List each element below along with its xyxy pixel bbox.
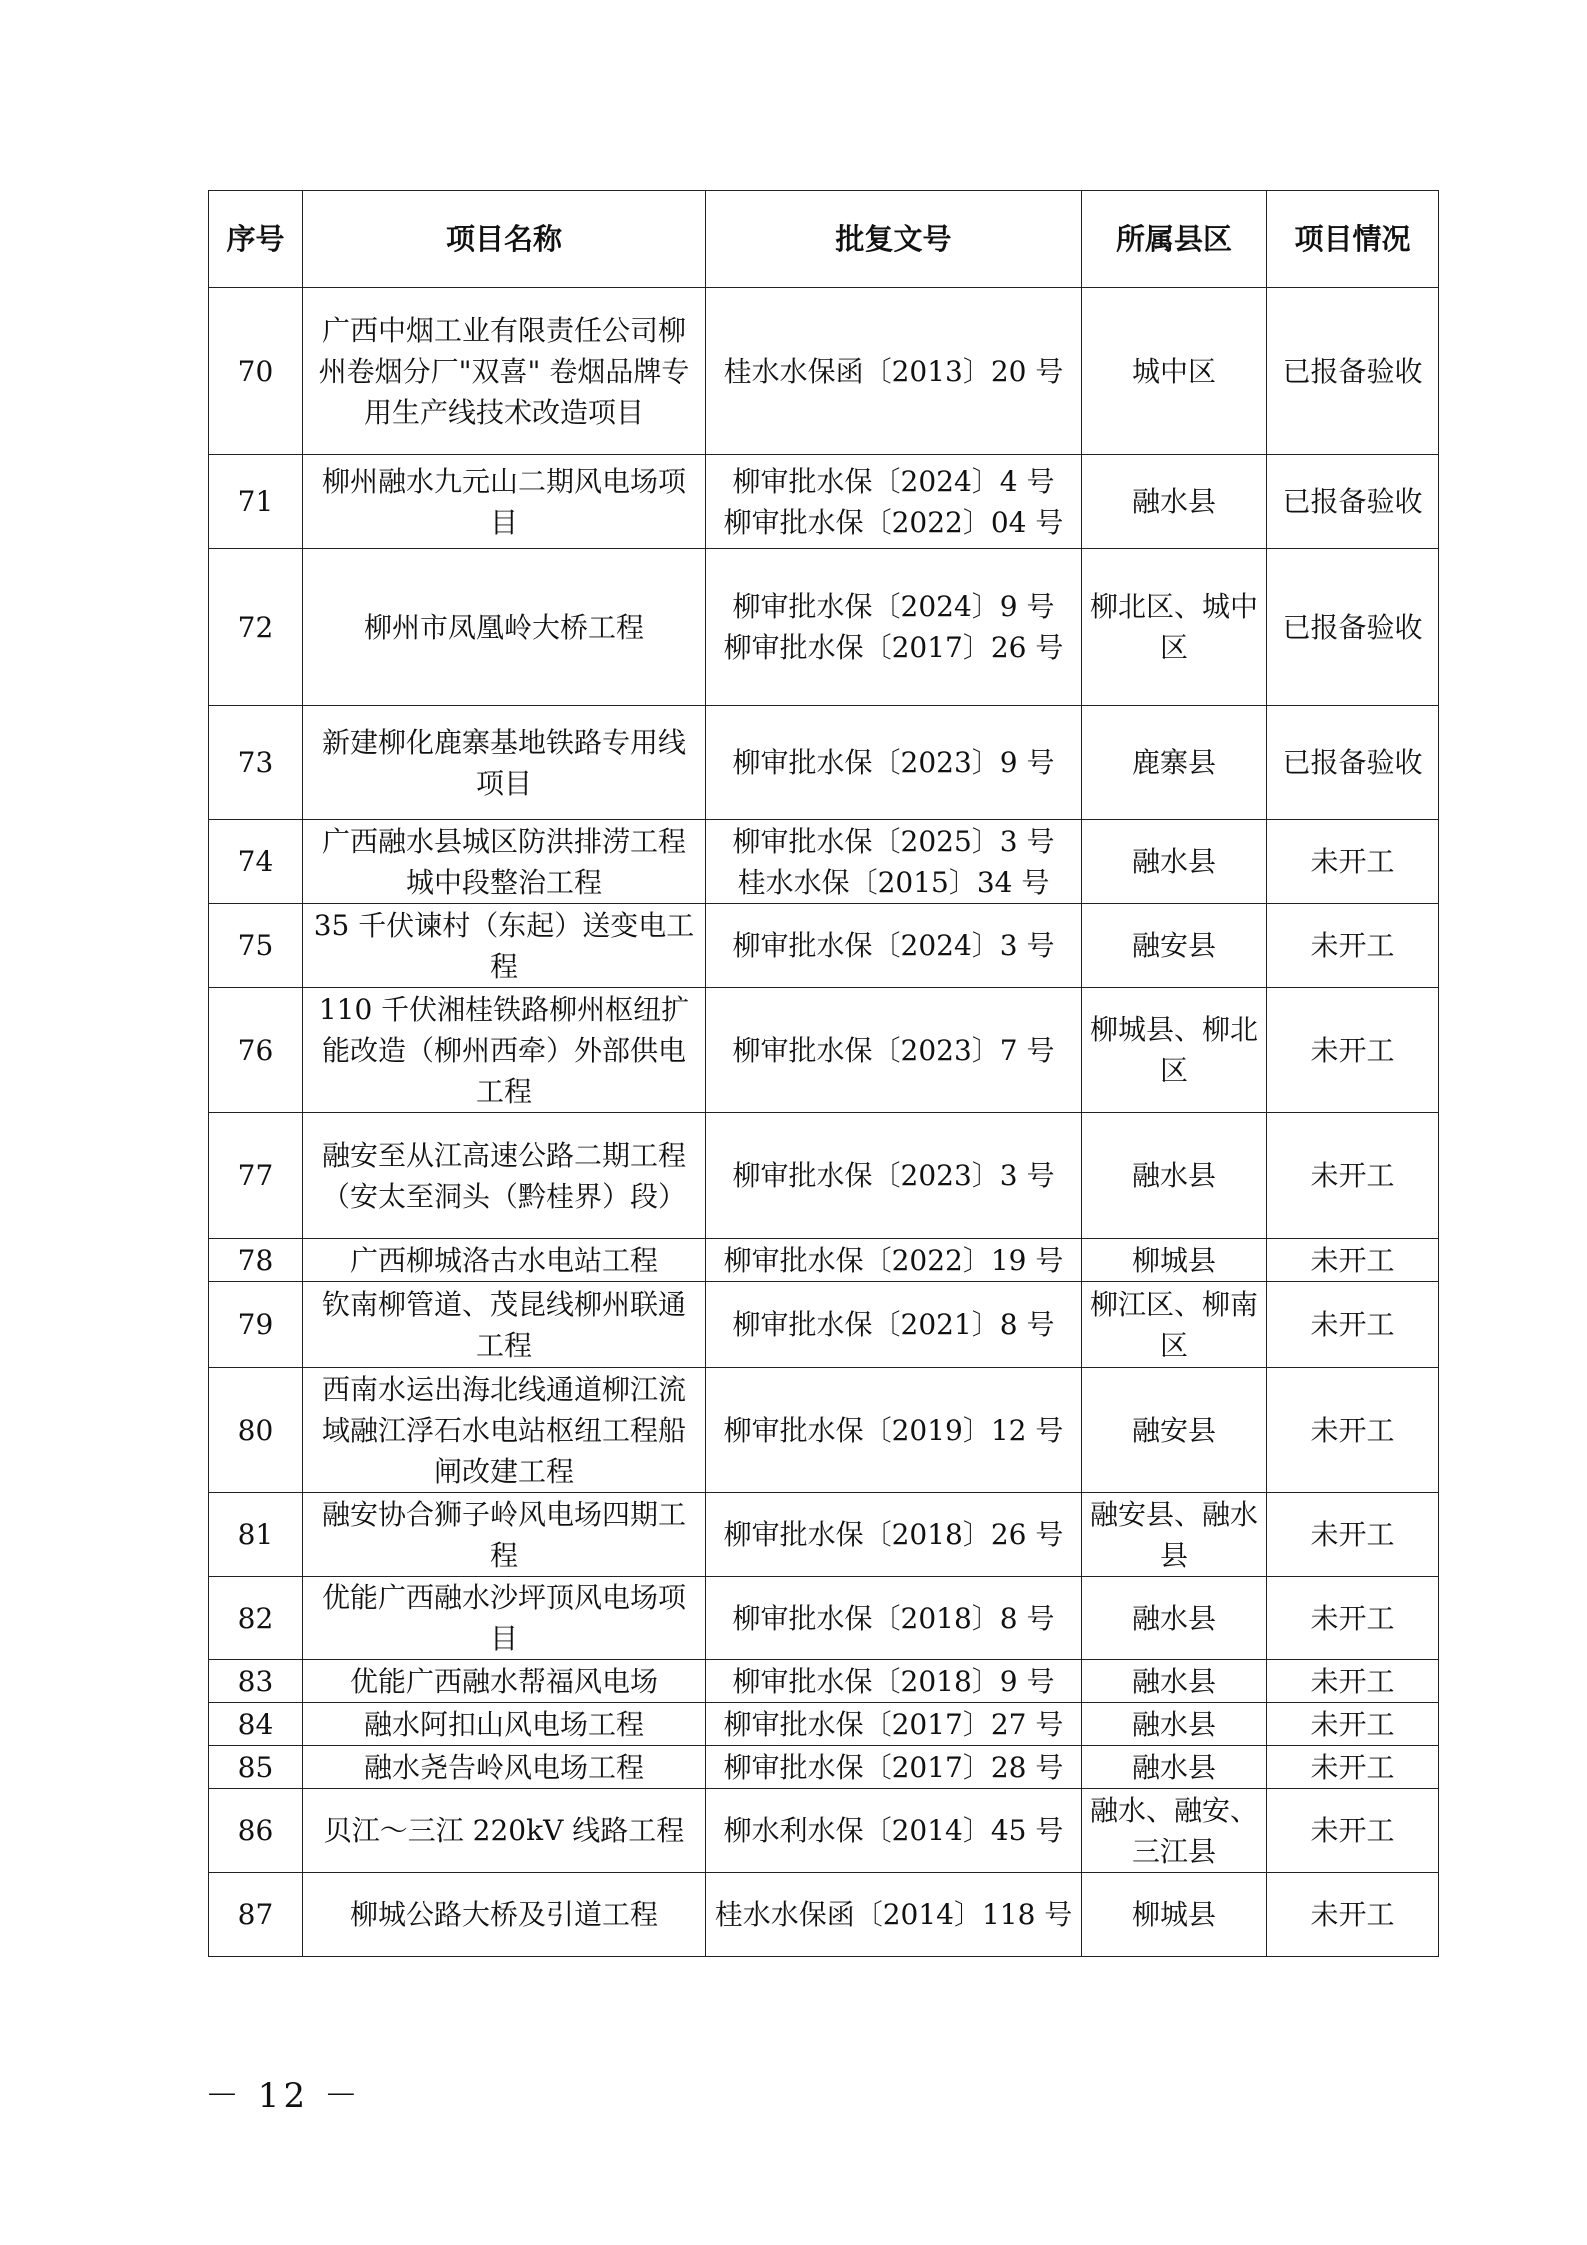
- cell-county: 融安县: [1082, 1368, 1267, 1493]
- cell-county: 融水、融安、三江县: [1082, 1789, 1267, 1873]
- table-row: [209, 1746, 1439, 1789]
- approval-doc-line: 柳审批水保〔2024〕4 号: [732, 464, 1055, 498]
- cell-approval-doc: [706, 288, 1082, 455]
- table-row: [209, 1113, 1439, 1239]
- cell-project-name: 柳城公路大桥及引道工程: [303, 1873, 706, 1957]
- cell-approval-doc: [706, 1493, 1082, 1577]
- cell-county: 城中区: [1082, 288, 1267, 455]
- cell-seq: 75: [209, 904, 303, 988]
- approval-doc-line: 桂水水保〔2015〕34 号: [737, 865, 1050, 899]
- cell-seq: 73: [209, 706, 303, 820]
- cell-project-name: 贝江～三江 220kV 线路工程: [303, 1789, 706, 1873]
- cell-seq: 83: [209, 1660, 303, 1703]
- table-row: [209, 1703, 1439, 1746]
- cell-project-name: 柳州市凤凰岭大桥工程: [303, 549, 706, 706]
- cell-status: 未开工: [1267, 1493, 1439, 1577]
- cell-seq: 70: [209, 288, 303, 455]
- table-row: [209, 288, 1439, 455]
- table-row: [209, 1789, 1439, 1873]
- header-seq: 序号: [209, 191, 303, 288]
- cell-project-name: 优能广西融水帮福风电场: [303, 1660, 706, 1703]
- approval-doc-line: 柳审批水保〔2022〕04 号: [723, 505, 1064, 539]
- header-approval-doc: 批复文号: [706, 191, 1082, 288]
- cell-county: 融水县: [1082, 1746, 1267, 1789]
- approval-doc-line: 柳审批水保〔2017〕27 号: [723, 1707, 1064, 1741]
- table-row: [209, 1493, 1439, 1577]
- approval-doc-line: 桂水水保函〔2014〕118 号: [714, 1898, 1073, 1931]
- approval-doc-line: 柳审批水保〔2023〕7 号: [732, 1033, 1055, 1067]
- cell-seq: 72: [209, 549, 303, 706]
- approval-doc-line: 柳审批水保〔2018〕8 号: [732, 1601, 1055, 1635]
- approval-doc-line: 柳审批水保〔2024〕3 号: [732, 929, 1055, 962]
- cell-county: 柳城县: [1082, 1239, 1267, 1282]
- cell-seq: 74: [209, 820, 303, 904]
- cell-approval-doc: [706, 1789, 1082, 1873]
- project-table: [208, 190, 1439, 1957]
- cell-status: 未开工: [1267, 1746, 1439, 1789]
- approval-doc-line: 柳审批水保〔2023〕9 号: [732, 746, 1055, 779]
- approval-doc-line: 柳审批水保〔2025〕3 号: [732, 824, 1055, 858]
- cell-county: 柳江区、柳南区: [1082, 1282, 1267, 1368]
- cell-project-name: 广西柳城洛古水电站工程: [303, 1239, 706, 1282]
- cell-seq: 79: [209, 1282, 303, 1368]
- approval-doc-line: 柳审批水保〔2018〕26 号: [723, 1518, 1064, 1551]
- approval-doc-line: 柳审批水保〔2017〕26 号: [723, 631, 1064, 664]
- cell-status: 未开工: [1267, 1577, 1439, 1660]
- cell-approval-doc: [706, 1746, 1082, 1789]
- table-header-row: [209, 191, 1439, 288]
- page-number: － 12 －: [205, 2076, 362, 2116]
- cell-approval-doc: [706, 455, 1082, 549]
- cell-status: 已报备验收: [1267, 455, 1439, 549]
- cell-project-name: 广西融水县城区防洪排涝工程城中段整治工程: [303, 820, 706, 904]
- cell-seq: 80: [209, 1368, 303, 1493]
- header-county: 所属县区: [1082, 191, 1267, 288]
- cell-project-name: 广西中烟工业有限责任公司柳州卷烟分厂"双喜" 卷烟品牌专用生产线技术改造项目: [303, 288, 706, 455]
- cell-approval-doc: [706, 1239, 1082, 1282]
- cell-county: 融水县: [1082, 455, 1267, 549]
- cell-county: 鹿寨县: [1082, 706, 1267, 820]
- cell-seq: 71: [209, 455, 303, 549]
- cell-county: 柳北区、城中区: [1082, 549, 1267, 706]
- cell-approval-doc: [706, 904, 1082, 988]
- cell-status: 未开工: [1267, 1282, 1439, 1368]
- cell-project-name: 西南水运出海北线通道柳江流域融江浮石水电站枢纽工程船闸改建工程: [303, 1368, 706, 1493]
- cell-seq: 81: [209, 1493, 303, 1577]
- cell-status: 未开工: [1267, 1703, 1439, 1746]
- cell-county: 柳城县、柳北区: [1082, 988, 1267, 1113]
- cell-approval-doc: [706, 1368, 1082, 1493]
- cell-status: 已报备验收: [1267, 706, 1439, 820]
- approval-doc-line: 柳水利水保〔2014〕45 号: [723, 1814, 1064, 1847]
- table-row: [209, 1368, 1439, 1493]
- cell-status: 已报备验收: [1267, 288, 1439, 455]
- cell-county: 融水县: [1082, 1577, 1267, 1660]
- table-row: [209, 988, 1439, 1113]
- cell-approval-doc: [706, 988, 1082, 1113]
- cell-approval-doc: [706, 706, 1082, 820]
- table-row: [209, 1577, 1439, 1660]
- cell-status: 未开工: [1267, 1873, 1439, 1957]
- cell-seq: 85: [209, 1746, 303, 1789]
- cell-approval-doc: [706, 1282, 1082, 1368]
- cell-project-name: 融水阿扣山风电场工程: [303, 1703, 706, 1746]
- approval-doc-line: 柳审批水保〔2021〕8 号: [732, 1308, 1055, 1341]
- table-row: [209, 1660, 1439, 1703]
- cell-county: 融水县: [1082, 820, 1267, 904]
- cell-approval-doc: [706, 1577, 1082, 1660]
- table-row: [209, 706, 1439, 820]
- cell-project-name: 新建柳化鹿寨基地铁路专用线项目: [303, 706, 706, 820]
- cell-status: 未开工: [1267, 1660, 1439, 1703]
- cell-status: 未开工: [1267, 820, 1439, 904]
- table-row: [209, 1239, 1439, 1282]
- cell-project-name: 融安协合狮子岭风电场四期工程: [303, 1493, 706, 1577]
- cell-seq: 77: [209, 1113, 303, 1239]
- cell-status: 未开工: [1267, 988, 1439, 1113]
- cell-project-name: 35 千伏谏村（东起）送变电工程: [303, 904, 706, 988]
- cell-status: 已报备验收: [1267, 549, 1439, 706]
- approval-doc-line: 柳审批水保〔2017〕28 号: [723, 1750, 1064, 1784]
- approval-doc-line: 桂水水保函〔2013〕20 号: [723, 354, 1064, 388]
- cell-status: 未开工: [1267, 1113, 1439, 1239]
- cell-approval-doc: [706, 1660, 1082, 1703]
- cell-seq: 82: [209, 1577, 303, 1660]
- cell-seq: 86: [209, 1789, 303, 1873]
- table-row: [209, 820, 1439, 904]
- cell-approval-doc: [706, 1113, 1082, 1239]
- cell-project-name: 优能广西融水沙坪顶风电场项目: [303, 1577, 706, 1660]
- cell-status: 未开工: [1267, 1368, 1439, 1493]
- table-row: [209, 455, 1439, 549]
- cell-county: 融安县: [1082, 904, 1267, 988]
- table-row: [209, 1282, 1439, 1368]
- cell-project-name: 柳州融水九元山二期风电场项目: [303, 455, 706, 549]
- cell-status: 未开工: [1267, 1789, 1439, 1873]
- table-row: [209, 904, 1439, 988]
- cell-approval-doc: [706, 820, 1082, 904]
- cell-approval-doc: [706, 1873, 1082, 1957]
- cell-project-name: 110 千伏湘桂铁路柳州枢纽扩能改造（柳州西牵）外部供电工程: [303, 988, 706, 1113]
- cell-county: 融水县: [1082, 1660, 1267, 1703]
- cell-county: 柳城县: [1082, 1873, 1267, 1957]
- cell-status: 未开工: [1267, 1239, 1439, 1282]
- table-row: [209, 549, 1439, 706]
- cell-seq: 76: [209, 988, 303, 1113]
- cell-county: 融水县: [1082, 1113, 1267, 1239]
- cell-county: 融安县、融水县: [1082, 1493, 1267, 1577]
- approval-doc-line: 柳审批水保〔2023〕3 号: [732, 1159, 1055, 1192]
- cell-seq: 78: [209, 1239, 303, 1282]
- approval-doc-line: 柳审批水保〔2024〕9 号: [732, 590, 1055, 623]
- cell-seq: 87: [209, 1873, 303, 1957]
- approval-doc-line: 柳审批水保〔2018〕9 号: [732, 1664, 1055, 1698]
- approval-doc-line: 柳审批水保〔2019〕12 号: [723, 1413, 1064, 1447]
- header-project-name: 项目名称: [303, 191, 706, 288]
- cell-status: 未开工: [1267, 904, 1439, 988]
- cell-seq: 84: [209, 1703, 303, 1746]
- cell-approval-doc: [706, 1703, 1082, 1746]
- cell-county: 融水县: [1082, 1703, 1267, 1746]
- cell-project-name: 融水尧告岭风电场工程: [303, 1746, 706, 1789]
- approval-doc-line: 柳审批水保〔2022〕19 号: [723, 1243, 1064, 1277]
- header-status: 项目情况: [1267, 191, 1439, 288]
- table-row: [209, 1873, 1439, 1957]
- cell-project-name: 钦南柳管道、茂昆线柳州联通工程: [303, 1282, 706, 1368]
- cell-approval-doc: [706, 549, 1082, 706]
- cell-project-name: 融安至从江高速公路二期工程（安太至洞头（黔桂界）段）: [303, 1113, 706, 1239]
